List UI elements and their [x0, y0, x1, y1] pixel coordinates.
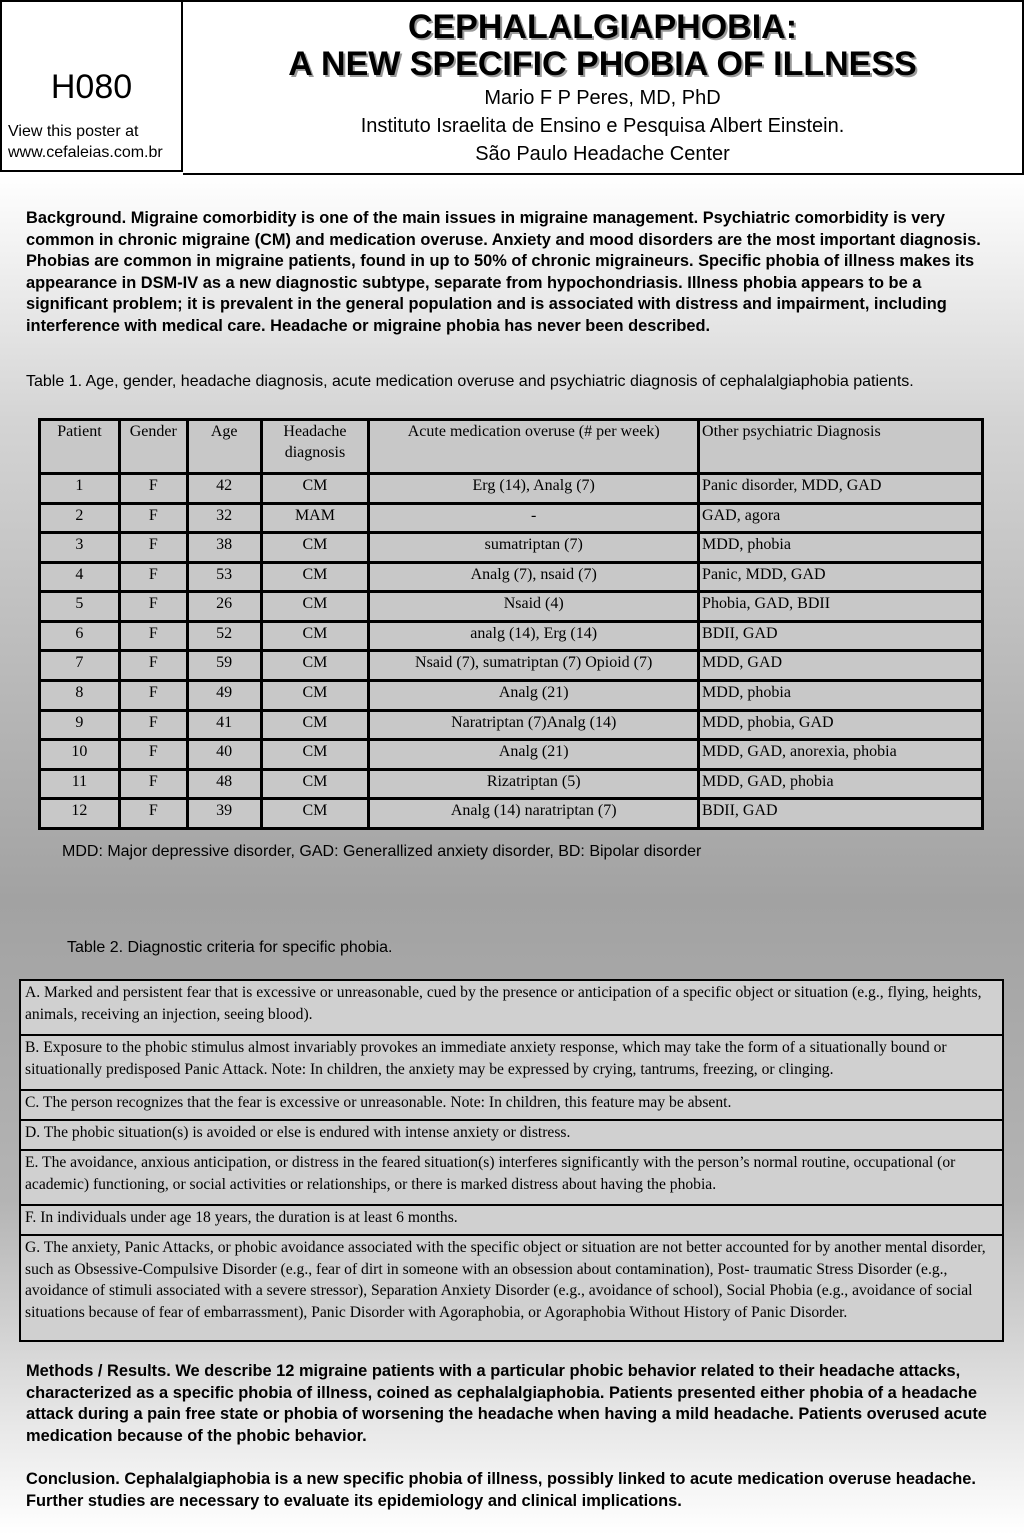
table-cell: 3 — [40, 533, 120, 563]
author: Mario F P Peres, MD, PhD — [484, 87, 721, 109]
table-cell: Phobia, GAD, BDII — [699, 592, 983, 622]
table-cell: Panic, MDD, GAD — [699, 562, 983, 592]
table-cell: MAM — [261, 503, 369, 533]
table-cell: F — [119, 799, 187, 829]
column-header: Headache diagnosis — [261, 420, 369, 474]
table-row — [40, 710, 983, 740]
table-cell: MDD, phobia — [699, 533, 983, 563]
table-cell: 48 — [187, 769, 261, 799]
table-cell: F — [119, 710, 187, 740]
poster-link-text — [8, 121, 163, 163]
table-cell: 38 — [187, 533, 261, 563]
table-cell: 32 — [187, 503, 261, 533]
table-cell: Nsaid (4) — [369, 592, 699, 622]
table-cell: F — [119, 651, 187, 681]
table-cell: F — [119, 769, 187, 799]
table-cell: F — [119, 681, 187, 711]
table-cell: F — [119, 562, 187, 592]
table1-caption: Table 1. Age, gender, headache diagnosis, acute medication overuse and psychiatric diagnosis of cephalalgiaphobia patients. — [26, 373, 914, 390]
institution: Instituto Israelita de Ensino e Pesquisa Albert Einstein. — [360, 115, 845, 137]
table-cell: CM — [261, 740, 369, 770]
table-cell: CM — [261, 592, 369, 622]
table-cell: CM — [261, 651, 369, 681]
headache-center: São Paulo Headache Center — [475, 143, 730, 165]
table-cell: 52 — [187, 621, 261, 651]
table-cell: GAD, agora — [699, 503, 983, 533]
table-cell: F — [119, 592, 187, 622]
table-cell: Analg (21) — [369, 681, 699, 711]
table-cell: 2 — [40, 503, 120, 533]
table-cell: CM — [261, 681, 369, 711]
table-cell: MDD, phobia, GAD — [699, 710, 983, 740]
table-cell: CM — [261, 710, 369, 740]
poster-code: H080 — [50, 68, 133, 106]
table-cell: CM — [261, 474, 369, 504]
table-cell: BDII, GAD — [699, 621, 983, 651]
criterion-text: D. The phobic situation(s) is avoided or else is endured with intense anxiety or distress. — [20, 1120, 1003, 1150]
table-cell: - — [369, 503, 699, 533]
poster-title — [183, 9, 1022, 83]
criterion-row — [20, 1120, 1003, 1150]
criteria-table — [19, 979, 1004, 1342]
table2-caption: Table 2. Diagnostic criteria for specific phobia. — [67, 939, 393, 956]
title-line-1: CEPHALALGIAPHOBIA: — [407, 8, 798, 46]
column-header: Gender — [119, 420, 187, 474]
table-header-row — [40, 420, 983, 474]
table-cell: BDII, GAD — [699, 799, 983, 829]
table-row — [40, 503, 983, 533]
table-cell: 41 — [187, 710, 261, 740]
table-cell: 6 — [40, 621, 120, 651]
column-header: Age — [187, 420, 261, 474]
website-link[interactable]: www.cefaleias.com.br — [8, 144, 163, 161]
table-cell: MDD, GAD — [699, 651, 983, 681]
table-cell: CM — [261, 533, 369, 563]
table-cell: Rizatriptan (5) — [369, 769, 699, 799]
view-line: View this poster at — [8, 123, 139, 140]
table-cell: F — [119, 533, 187, 563]
criterion-text: F. In individuals under age 18 years, the duration is at least 6 months. — [20, 1205, 1003, 1235]
table-cell: CM — [261, 799, 369, 829]
criterion-row — [20, 1090, 1003, 1120]
criterion-row — [20, 1035, 1003, 1090]
table-cell: F — [119, 621, 187, 651]
table-cell: Nsaid (7), sumatriptan (7) Opioid (7) — [369, 651, 699, 681]
table-cell: Analg (7), nsaid (7) — [369, 562, 699, 592]
table-cell: 26 — [187, 592, 261, 622]
table-row — [40, 621, 983, 651]
table-cell: 39 — [187, 799, 261, 829]
table-row — [40, 592, 983, 622]
table-cell: 9 — [40, 710, 120, 740]
table-cell: CM — [261, 562, 369, 592]
table-cell: 1 — [40, 474, 120, 504]
table-row — [40, 533, 983, 563]
criterion-text: B. Exposure to the phobic stimulus almost invariably provokes an immediate anxiety response, which may take the form of a situationally bound or situationally predisposed Panic Attack. Note: In children, the anxiety may be expressed by crying, tantrums, freezing, or clinging. — [20, 1035, 1003, 1090]
column-header: Acute medication overuse (# per week) — [369, 420, 699, 474]
table-cell: analg (14), Erg (14) — [369, 621, 699, 651]
column-header: Other psychiatric Diagnosis — [699, 420, 983, 474]
table-row — [40, 799, 983, 829]
table-cell: F — [119, 474, 187, 504]
table-cell: Naratriptan (7)Analg (14) — [369, 710, 699, 740]
criterion-row — [20, 980, 1003, 1035]
methods-paragraph: Methods / Results. We describe 12 migraine patients with a particular phobic behavior related to their headache attacks, characterized as a specific phobia of illness, coined as cephalalgiaphobia. Patients presented either phobia of a headache attack during a pain free state or phobia of worsening the headache when having a mild headache. Patients overused acute medication because of the phobic behavior. — [26, 1362, 987, 1445]
table-cell: 42 — [187, 474, 261, 504]
table-row — [40, 651, 983, 681]
table-row — [40, 562, 983, 592]
table-cell: 59 — [187, 651, 261, 681]
background-paragraph: Background. Migraine comorbidity is one of the main issues in migraine management. Psychiatric comorbidity is very common in chronic migraine (CM) and medication overuse. Anxiety and mood disorders are the most important diagnosis. Phobias are common in migraine patients, found in up to 50% of chronic migraineurs. Specific phobia of illness makes its appearance in DSM-IV as a new diagnostic subtype, separate from hypochondriasis. Illness phobia appears to be a significant problem; it is prevalent in the general population and is associated with distress and impairment, including interference with medical care. Headache or migraine phobia has never been described. — [26, 209, 981, 335]
table-cell: F — [119, 740, 187, 770]
table-row — [40, 474, 983, 504]
table-cell: 11 — [40, 769, 120, 799]
table-cell: 5 — [40, 592, 120, 622]
criterion-row — [20, 1150, 1003, 1205]
criterion-text: E. The avoidance, anxious anticipation, or distress in the feared situation(s) interferes significantly with the person’s normal routine, occupational (or academic) functioning, or social activities or relationships, or there is marked distress about having the phobia. — [20, 1150, 1003, 1205]
table-cell: CM — [261, 621, 369, 651]
table-cell: 49 — [187, 681, 261, 711]
title-box — [183, 0, 1024, 175]
table-cell: 12 — [40, 799, 120, 829]
table-cell: CM — [261, 769, 369, 799]
criterion-row — [20, 1205, 1003, 1235]
table-row — [40, 681, 983, 711]
table-cell: Analg (14) naratriptan (7) — [369, 799, 699, 829]
criterion-text: A. Marked and persistent fear that is excessive or unreasonable, cued by the presence or anticipation of a specific object or situation (e.g., flying, heights, animals, receiving an injection, seeing blood). — [20, 980, 1003, 1035]
table-cell: sumatriptan (7) — [369, 533, 699, 563]
table-cell: F — [119, 503, 187, 533]
table-cell: MDD, GAD, phobia — [699, 769, 983, 799]
table-cell: 53 — [187, 562, 261, 592]
criterion-text: G. The anxiety, Panic Attacks, or phobic avoidance associated with the specific object or situation are not better accounted for by another mental disorder, such as Obsessive-Compulsive Disorder (e.g., fear of dirt in someone with an obsession about contamination), Post- traumatic Stress Disorder (e.g., avoidance of stimuli associated with a severe stressor), Separation Anxiety Disorder (e.g., avoidance of school), Social Phobia (e.g., avoidance of social situations because of fear of embarrassment), Panic Disorder with Agoraphobia, or Agoraphobia Without History of Panic Disorder. — [20, 1235, 1003, 1341]
table1-footnote: MDD: Major depressive disorder, GAD: Generallized anxiety disorder, BD: Bipolar disorder — [62, 843, 702, 860]
title-line-2: A NEW SPECIFIC PHOBIA OF ILLNESS — [288, 45, 917, 83]
column-header: Patient — [40, 420, 120, 474]
table-cell: 4 — [40, 562, 120, 592]
table-cell: Erg (14), Analg (7) — [369, 474, 699, 504]
table-row — [40, 740, 983, 770]
patient-table — [38, 418, 984, 830]
criterion-row — [20, 1235, 1003, 1341]
criterion-text: C. The person recognizes that the fear is excessive or unreasonable. Note: In children, this feature may be absent. — [20, 1090, 1003, 1120]
table-cell: 10 — [40, 740, 120, 770]
table-cell: MDD, phobia — [699, 681, 983, 711]
table-cell: MDD, GAD, anorexia, phobia — [699, 740, 983, 770]
poster-id-box — [0, 0, 183, 172]
table-cell: Panic disorder, MDD, GAD — [699, 474, 983, 504]
table-cell: 7 — [40, 651, 120, 681]
table-cell: Analg (21) — [369, 740, 699, 770]
conclusion-paragraph: Conclusion. Cephalalgiaphobia is a new specific phobia of illness, possibly linked to acute medication overuse headache. Further studies are necessary to evaluate its epidemiology and clinical implications. — [26, 1470, 976, 1510]
table-cell: 8 — [40, 681, 120, 711]
table-cell: 40 — [187, 740, 261, 770]
table-row — [40, 769, 983, 799]
